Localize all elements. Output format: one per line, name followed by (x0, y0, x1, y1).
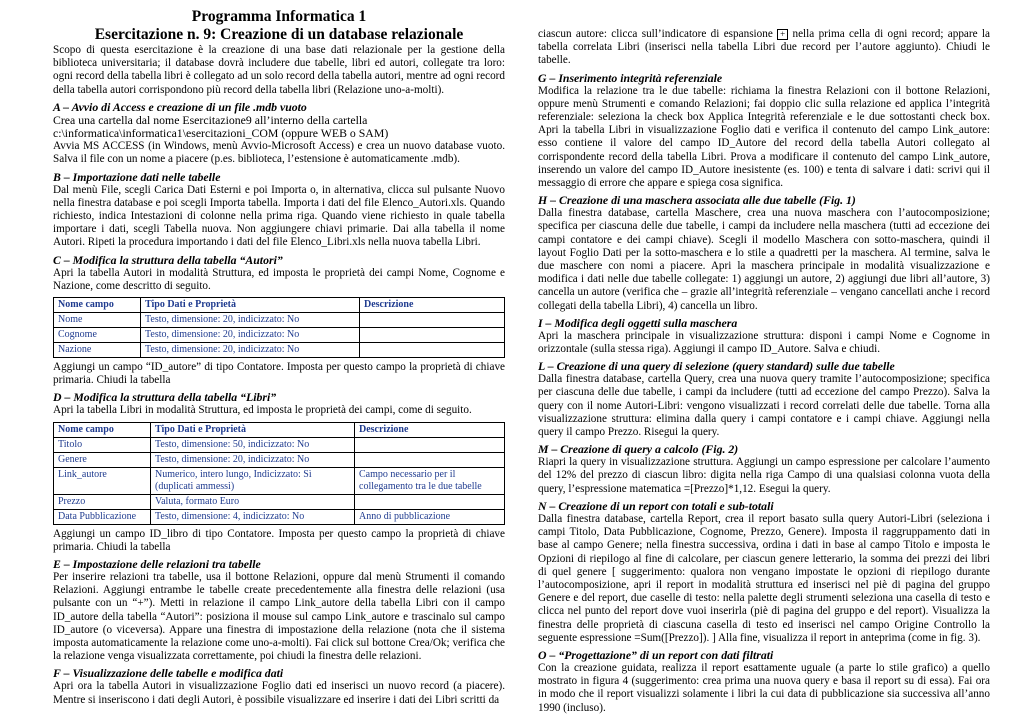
section-a-line2: c:\informatica\informatica1\esercitazioni_COM (oppure WEB o SAM) (53, 126, 389, 141)
table-header: Tipo Dati e Proprietà (141, 298, 360, 313)
section-o-text: Con la creazione guidata, realizza il report esattamente uguale (a parte lo stile grafico) a quello mostrato in figura 4 (suggerimento: crea prima una nuova query e basa il report su di essa). Fai ora in modo che il report visualizzi solamente i libri la cui data di pubblicazione sia successiva all’anno 1990 (incluso). (538, 661, 990, 714)
section-d-heading: D – Modifica la struttura della tabella “Libri” (53, 390, 277, 405)
section-a-heading: A – Avvio di Access e creazione di un file .mdb vuoto (53, 99, 307, 114)
table-row (54, 328, 505, 343)
right-column (538, 28, 990, 715)
table-header: Descrizione (355, 422, 505, 437)
table-cell (355, 452, 505, 467)
table-cell: Testo, dimensione: 4, indicizzato: No (151, 509, 355, 524)
table-cell (355, 494, 505, 509)
section-m-text: Riapri la query in visualizzazione struttura. Aggiungi un campo espressione per calcolare l’aumento del 12% del prezzo di ciascun libro: digita nella riga Campo di una qualsiasi colonna vuota della query, l’espressione matematica =[Prezzo]*1,12. Esegui la query. (538, 456, 990, 495)
section-f-heading: F – Visualizzazione delle tabelle e modifica dati (53, 666, 284, 681)
table-header: Nome campo (54, 298, 141, 313)
doc-title: Programma Informatica 1 (191, 8, 367, 25)
section-d-after: Aggiungi un campo ID_libro di tipo Contatore. Imposta per questo campo la proprietà di chiave primaria. Chiudi la tabella (53, 527, 505, 553)
table-cell: Testo, dimensione: 20, indicizzato: No (141, 313, 360, 328)
table-cell (360, 313, 505, 328)
section-m-heading: M – Creazione di query a calcolo (Fig. 2) (538, 442, 739, 457)
section-n-heading: N – Creazione di un report con totali e sub-totali (538, 498, 774, 513)
table-cell: Campo necessario per il collegamento tra le due tabelle (355, 467, 505, 494)
section-e-text: Per inserire relazioni tra tabelle, usa il bottone Relazioni, oppure dal menù Strumenti il comando Relazioni. Aggiungi entrambe le tabelle create precedentemente alla finestra delle relazioni (usa pulsante con un “+”). Metti in relazione il campo Link_autore della tabella Libri con il campo ID_autore della tabella “Autori”: posiziona il mouse sul campo Link_autore e trascinalo sul campo ID_autore (o viceversa). Appare una finestra di impostazione della relazione (nota che il sistema imposta automaticamente la relazione come uno-a-molti). Fai click sul bottone Crea/Ok; verifica che la relazione venga visualizzata correttamente, poi chiudi la finestra delle relazioni. (53, 571, 505, 663)
section-h-heading: H – Creazione di una maschera associata alle due tabelle (Fig. 1) (538, 193, 856, 208)
left-column (53, 8, 505, 707)
section-b-text: Dal menù File, scegli Carica Dati Esterni e poi Importa o, in alternativa, clicca sul pulsante Nuovo nella finestra database e poi scegli Importa tabella. Importa i dati del file Elenco_Autori.xls. Quando richiesto, indica Intestazioni di colonne nella prima riga. Quando viene richiesto in quale tabella importare i dati, scegli Tabella nuova. Non aggiungere chiavi primarie. Dai alla tabella il nome Autori. Ripeti la procedura importando i dati del file Elenco_Libri.xls nella nuova tabella Libri. (53, 183, 505, 249)
section-g-heading: G – Inserimento integrità referenziale (538, 70, 723, 85)
table-cell: Numerico, intero lungo, Indicizzato: Sì (duplicati ammessi) (151, 467, 355, 494)
intro-paragraph: Scopo di questa esercitazione è la creazione di una base dati relazionale per la gestione della biblioteca universitaria; il database dovrà includere due tabelle, libri ed autori, collegate tra loro: ogni record della tabella libri è collegato ad un solo record della tabella autori, mentre ad ogni record della tabella autori corrispondono più record della tabella libri (Relazione uno-a-molti). (53, 44, 505, 96)
table-cell: Nazione (54, 343, 141, 358)
table-cell: Testo, dimensione: 50, indicizzato: No (151, 437, 355, 452)
table-row (54, 313, 505, 328)
table-row (54, 494, 505, 509)
section-b-heading: B – Importazione dati nelle tabelle (53, 169, 221, 184)
section-c-heading: C – Modifica la struttura della tabella “Autori” (53, 252, 283, 267)
section-o-heading: O – “Progettazione” di un report con dati filtrati (538, 647, 774, 662)
section-h-text: Dalla finestra database, cartella Maschere, crea una nuova maschera con l’autocomposizione; specifica per ciascuna delle due tabelle, i campi da includere nella maschera (tutti ad eccezione dei campi contatore e dei campi chiave). Scegli il modello Maschera con sotto-maschera, quindi il layout Foglio Dati per la sotto-maschera e lo stile a quadretti per la maschera. Al termine, salva le due maschere con nomi a piacere. Apri la maschera principale in modalità visualizzazione e modifica i dati nelle due tabelle collegate: 1) aggiungi un autore, 2) aggiungi due libri all’autore, 3) cancella un autore (verifica che – grazie all’integrità referenziale – vengano cancellati anche i record collegati della tabella Libri), 4) cancella un libro. (538, 207, 990, 312)
table-cell (360, 343, 505, 358)
expand-plus-icon: + (777, 29, 788, 40)
section-g-text: Modifica la relazione tra le due tabelle: richiama la finestra Relazioni con il bottone Relazioni, oppure menù Strumenti e comando Relazioni; fai doppio clic sulla relazione ed applica l’integrità referenziale: seleziona la check box Applica Integrità referenziale e le due sottostanti check box. Apri la tabella Libri in visualizzazione Foglio dati e verifica il contenuto del campo Link_autore: esso contiene il valore del campo ID_Autore del record della tabella Autori collegato al corrispondente record della tabella Libri. Prova a modificare il contenuto del campo Link_autore, inserendo un valore del campo ID_Autore inesistente (es. 100) e tenta di salvare i dati: scrivi qui il messaggio di errore che appare e spiega cosa significa. (538, 84, 990, 190)
table-libri (53, 422, 505, 525)
table-autori (53, 297, 505, 358)
section-c-text: Apri la tabella Autori in modalità Struttura, ed imposta le proprietà dei campi Nome, Cognome e Nazione, come descritto di seguito. (53, 266, 505, 292)
table-cell (360, 328, 505, 343)
section-f-cont-a: ciascun autore: clicca sull’indicatore di espansione (538, 28, 773, 40)
section-e-heading: E – Impostazione delle relazioni tra tabelle (53, 557, 261, 572)
table-cell: Valuta, formato Euro (151, 494, 355, 509)
table-cell: Data Pubblicazione (54, 509, 151, 524)
section-l-heading: L – Creazione di una query di selezione (query standard) sulle due tabelle (538, 359, 895, 374)
table-cell: Cognome (54, 328, 141, 343)
section-i-heading: I – Modifica degli oggetti sulla maschera (538, 315, 738, 330)
table-header: Tipo Dati e Proprietà (151, 422, 355, 437)
table-cell: Genere (54, 452, 151, 467)
table-cell: Testo, dimensione: 20, indicizzato: No (141, 328, 360, 343)
table-row (54, 437, 505, 452)
section-f-continued (538, 28, 990, 68)
section-a-line1: Crea una cartella dal nome Esercitazione9 all’interno della cartella (53, 112, 368, 127)
table-cell: Titolo (54, 437, 151, 452)
table-cell (355, 437, 505, 452)
table-row (54, 452, 505, 467)
table-cell: Prezzo (54, 494, 151, 509)
table-cell: Nome (54, 313, 141, 328)
section-f-cont-b: nella prima cella di ogni record; appare la tabella correlata Libri (inserisci nella tabella Libri due record per l’autore aggiunto). Chiudi le tabelle. (538, 28, 991, 67)
table-cell: Anno di pubblicazione (355, 509, 505, 524)
section-n-text: Dalla finestra database, cartella Report, crea il report basato sulla query Autori-Libri (seleziona i campi Titolo, Data Pubblicazione, Cognome, Prezzo, Genere). Imposta il raggruppamento dati in base al campo Genere; nella finestra successiva, ordina i dati in base al campo Titolo e imposta le Opzioni di riepilogo al fine di calcolare, per ciascun genere letterario, la somma dei prezzi dei libri di quel genere [ suggerimento: qualora non vengano impostate le opzioni di riepilogo durante l’autocomposizione, apri il report in modalità struttura ed inserisci nel piè di pagina del gruppo Genere e del report, due caselle di testo: nella palette degli strumenti seleziona una casella di testo e clicca nel punto del report dove vuoi inserirla (piè di pagina del gruppo e del report). Visualizza la finestra delle proprietà di ciascuna casella di testo ed inserisci nel campo Origine Controllo la seguente espressione =Sum([Prezzo]). ] Alla fine, visualizza il report in anteprima (come in fig. 3). (538, 512, 990, 644)
section-c-after: Aggiungi un campo “ID_autore” di tipo Contatore. Imposta per questo campo la proprietà di chiave primaria. Chiudi la tabella (53, 361, 505, 387)
section-f-text: Apri ora la tabella Autori in visualizzazione Foglio dati ed inserisci un nuovo record (a piacere). Mentre si inseriscono i dati degli Autori, è possibile visualizzare ed inserire i dati dei Libri scritti da (53, 680, 505, 706)
table-cell: Testo, dimensione: 20, indicizzato: No (151, 452, 355, 467)
table-row (54, 343, 505, 358)
table-row (54, 509, 505, 524)
table-header: Descrizione (360, 298, 505, 313)
table-cell: Testo, dimensione: 20, indicizzato: No (141, 343, 360, 358)
section-a-line3: Avvia MS ACCESS (in Windows, menù Avvio-Microsoft Access) e crea un nuovo database vuoto. Salva il file con un nome a piacere (p.es. biblioteca, l’estensione è automaticamente .mdb). (53, 140, 505, 166)
doc-subtitle: Esercitazione n. 9: Creazione di un database relazionale (94, 26, 464, 43)
table-header: Nome campo (54, 422, 151, 437)
section-l-text: Dalla finestra database, cartella Query, crea una nuova query tramite l’autocomposizione; specifica per ciascuna delle due tabelle, i campi da includere (tutti ad eccezione del campo Prezzo). Salva la query con il nome Autori-Libri: vengono visualizzati i record correlati delle due tabelle. Torna alla visualizzazione struttura: elimina dalla query i campi contatore e i campi chiave. Aggiungi nella query il campo Prezzo. Risegui la query. (538, 373, 990, 439)
section-d-text: Apri la tabella Libri in modalità Struttura, ed imposta le proprietà dei campi, come di seguito. (53, 404, 472, 417)
table-cell: Link_autore (54, 467, 151, 494)
section-i-text: Apri la maschera principale in visualizzazione struttura: disponi i campi Nome e Cognome in orizzontale (sulla stessa riga). Aggiungi il campo ID_Autore. Salva e chiudi. (538, 329, 990, 356)
table-row (54, 467, 505, 494)
